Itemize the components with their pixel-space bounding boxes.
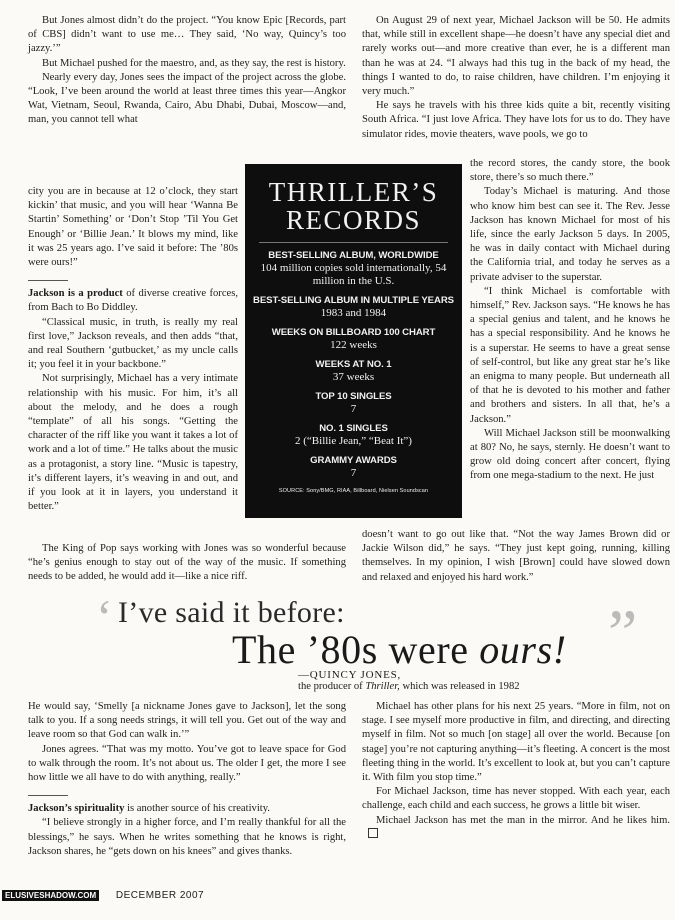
column-1-end (28, 542, 346, 585)
pullquote-attribution-detail: the producer of Thriller, which was released in 1982 (298, 681, 520, 692)
record-value: 7 (350, 403, 357, 415)
paragraph: Jones agrees. “That was my motto. You’ve got to leave space for God to walk through the room. It’s not about us. The older I get, the more I see how little we all have to do with anything, really.” (28, 743, 346, 784)
paragraph: city you are in because at 12 o’clock, they start kickin’ that music, and you will hear ‘Wanna Be Startin’ Something’ or ‘Don’t Stop ’Til You Get Enough’ or ‘Billie Jean.’ It blows my mind, like it was 25 years ago. I’ve said it before: The ’80s were ours!” (28, 186, 238, 269)
section-rule (28, 280, 68, 281)
paragraph: The King of Pop says working with Jones was so wonderful because “he’s genius enough to stay out of the way of the music. If something needs to be added, he would add it—like a nice riff. (28, 543, 346, 583)
sidebar-title: THRILLER’S RECORDS (268, 177, 439, 235)
page-footer (2, 890, 204, 901)
lead-in: Jackson’s spirituality (28, 803, 125, 815)
record-label: NO. 1 SINGLES (319, 423, 388, 434)
record-value: 2 (“Billie Jean,” “Beat It”) (295, 435, 412, 447)
sidebar-divider (259, 242, 448, 243)
paragraph: Michael Jackson has met the man in the mirror. And he likes him. (362, 814, 670, 842)
open-quote-icon: ‘ (96, 589, 113, 645)
paragraph: “I think Michael is comfortable with himself,” Rev. Jackson says. “He knows he has a special genius and talent, and he knows he has a special responsibility. And he knows he is a superstar. He seems to have a great sense of self-control, but like any great star he’s like an enigma to many people. But underneath all of that he is devoted to his mother and father and brothers and sisters. In all that, he’s a Jackson.” (470, 285, 670, 425)
record-value: 7 (350, 467, 357, 479)
paragraph: doesn’t want to go out like that. “Not the way James Brown did or Jackie Wilson did,” he says. “They just kept going, running, killing themselves. In my opinion, I wish [Brown] could have slowed down and relaxed and enjoyed his hard work.” (362, 529, 670, 583)
record-label: BEST-SELLING ALBUM, WORLDWIDE (268, 250, 439, 261)
pullquote-line-2: The ’80s were ours! (232, 627, 567, 672)
paragraph: But Jones almost didn’t do the project. “You know Epic [Records, part of CBS] didn’t want to use me… They said, ‘No way, Quincy’s too jazzy.’” (28, 15, 346, 55)
paragraph: He would say, ‘Smelly [a nickname Jones gave to Jackson], let the song talk to you. If a song needs strings, it will tell you. Get out of the way and leave room so that God can walk in.’” (28, 701, 346, 741)
paragraph: Today’s Michael is maturing. And those who know him best can see it. The Rev. Jesse Jackson has known Michael for most of his life, since the early Jackson 5 days. In 2005, he was in daily contact with Michael during the California trial, and today he serves as a private adviser to the superstar. (470, 186, 670, 283)
paragraph: Not surprisingly, Michael has a very intimate relationship with his music. For him, it’s all about the melody, and he does a rough “template” of all his songs. “Getting the character of the riff like you want it takes a lot of work and a lot of time.” He talks about the music as a protagonist, a story line. “Music is tapestry, it’s different layers, it’s weaving in and out, and if you look at it in layers, you understand it better.” (28, 373, 238, 513)
paragraph: the record stores, the candy store, the book store, there’s so much there.” (470, 158, 670, 184)
record-value: 122 weeks (330, 339, 377, 351)
sidebar-source: SOURCE: Sony/BMG, RIAA, Billboard, Nielsen Soundscan (278, 488, 429, 494)
paragraph: Michael has other plans for his next 25 years. “More in film, not on stage. I see myself more productive in film, and directing, and directing myself in film. Not so much [on stage] all over the world. Because [on stage] you’re not capturing anything—it’s fleeting. A concert is the most fleeting thing in the world. It’s excellent to look at, but you can’t capture it. With film you stop time.” (362, 701, 670, 784)
record-label: TOP 10 SINGLES (315, 391, 392, 402)
section-rule (28, 795, 68, 796)
issue-date: DECEMBER 2007 (115, 890, 205, 901)
column-2-top (362, 14, 670, 142)
record-value: 104 million copies sold internationally, 54 million in the U.S. (260, 262, 447, 287)
paragraph: “Classical music, in truth, is really my real first love,” Jackson reveals, and then adds “that, and real Southern ‘gutbucket,’ as my uncle calls it; you feel it in your backbone.” (28, 316, 238, 371)
paragraph: For Michael Jackson, time has never stopped. With each year, each challenge, each child and each success, he grows a little bit wiser. (362, 786, 670, 812)
pullquote-line-1: I’ve said it before: (118, 596, 345, 629)
column-2-wrap (470, 157, 670, 484)
paragraph: Jackson is a product of diverse creative forces, from Bach to Bo Diddley. (28, 288, 238, 314)
paragraph: On August 29 of next year, Michael Jackson will be 50. He admits that, while still in excellent shape—he doesn’t have any special diet and rarely works out—and more creative than ever, he is a different man than he was at 24. “I always had this tug in the back of my head, the things I wanted to do, to raise children, have children. I’m enjoying it very much.” (362, 15, 670, 98)
bottom-column-2 (362, 700, 670, 842)
paragraph: “I believe strongly in a higher force, and I’m really thankful for all the blessings,” he says. When he writes something that he knows is right, Jackson shares, he “gets down on his knees” and gives thanks. (28, 817, 346, 857)
record-label: GRAMMY AWARDS (310, 455, 397, 466)
column-2-end (362, 528, 670, 585)
paragraph: He says he travels with his three kids quite a bit, recently visiting South Africa. “I just love Africa. They have lots for us to do. They have simulator rides, movie theaters, wave pools, we go to (362, 100, 670, 140)
paragraph: Nearly every day, Jones sees the impact of the project across the globe. “Look, I’ve been around the world at least three times this year—Angkor Wat, Vietnam, Seoul, Rwanda, Cairo, Abu Dhabi, Dubai, Moscow—and, man, you cannot tell what (28, 71, 346, 126)
column-1-wrap (28, 185, 238, 514)
pullquote-attribution: —QUINCY JONES, (298, 669, 402, 681)
record-label: WEEKS ON BILLBOARD 100 CHART (271, 327, 436, 338)
paragraph: Will Michael Jackson still be moonwalking at 80? No, he says, sternly. He doesn’t want to grow old doing concert after concert, flying from one mega-stadium to the next. He just (470, 427, 670, 482)
thriller-records-sidebar (245, 164, 462, 518)
record-value: 37 weeks (332, 371, 375, 383)
record-value: 1983 and 1984 (320, 307, 387, 319)
column-1-top (28, 14, 346, 128)
record-label: WEEKS AT NO. 1 (315, 359, 392, 370)
lead-in: Jackson is a product (28, 288, 123, 300)
watermark: ELUSIVESHADOW.COM (2, 890, 99, 901)
bottom-column-1 (28, 700, 346, 859)
record-label: BEST-SELLING ALBUM IN MULTIPLE YEARS (253, 295, 454, 306)
paragraph: But Michael pushed for the maestro, and, as they say, the rest is history. (42, 57, 346, 69)
paragraph: Jackson’s spirituality is another source of his creativity. (28, 803, 270, 815)
close-quote-icon: ” (608, 597, 638, 670)
end-mark-icon (368, 828, 378, 838)
